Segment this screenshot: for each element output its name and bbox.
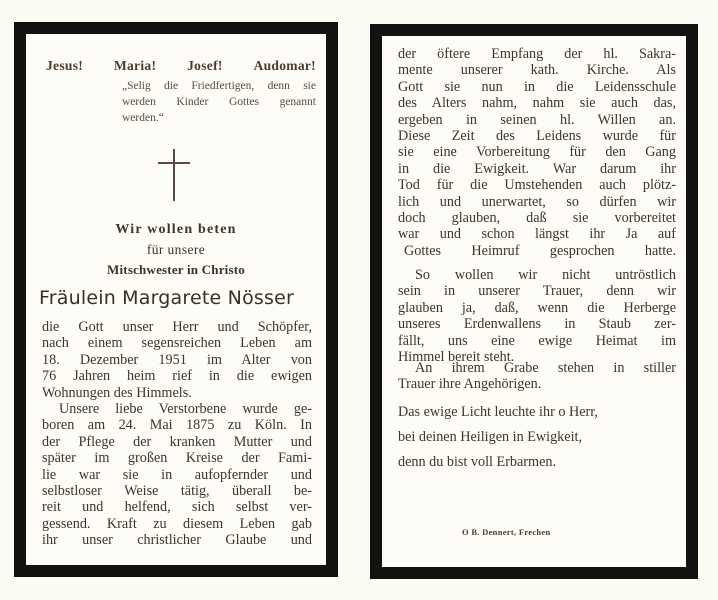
text-line: Himmel bereit steht.	[398, 349, 515, 366]
obituary-card-left	[14, 22, 338, 577]
printer-imprint: O B. Dennert, Frechen	[462, 527, 551, 537]
bible-verse	[122, 78, 316, 126]
text-line: An ihrem Grabe stehen in stiller	[415, 360, 676, 376]
text-line: Wohnungen des Himmels.	[42, 384, 192, 401]
text-line: später im großen Kreise der Fami-	[42, 450, 312, 467]
obituary-paragraph-2	[42, 401, 312, 549]
invocation-line	[46, 58, 316, 74]
text-line: reit und helfend, sich selbst ver-	[42, 499, 312, 516]
text-line: die Gott unser Herr und Schöpfer,	[42, 319, 312, 335]
prayer-line-1: Wir wollen beten	[115, 222, 237, 237]
obituary-card-right	[370, 24, 698, 579]
deceased-name: Fräulein Margarete Nösser	[39, 287, 294, 309]
prayer-line-2: für unsere	[146, 242, 206, 257]
text-line: lich und unerwartet, so dürfen wir	[398, 193, 676, 210]
text-line: boren am 24. Mai 1875 zu Köln. In	[42, 417, 312, 434]
text-line: sein in unserer Trauer, denn wir	[398, 283, 676, 300]
closing-prayer-line: Das ewige Licht leuchte ihr o Herr,	[398, 404, 598, 420]
text-line: lie war sie in aufopfernder und	[42, 466, 312, 483]
text-line: 18. Dezember 1951 im Alter von	[42, 351, 312, 368]
invocation-audomar: Audomar!	[253, 58, 316, 73]
invocation-josef: Josef!	[187, 58, 223, 73]
cross-vertical-bar	[173, 149, 175, 201]
text-line: ergeben in seinen hl. Willen an.	[398, 111, 676, 128]
obituary-paragraph-5	[398, 360, 676, 393]
prayer-line-3: Mitschwester in Christo	[107, 262, 245, 277]
text-line: 76 Jahren heim rief in die ewigen	[42, 368, 312, 385]
cross-horizontal-bar	[158, 162, 190, 164]
closing-prayer-line: denn du bist voll Erbarmen.	[398, 454, 557, 470]
obituary-paragraph-4	[398, 267, 676, 365]
text-line: selbstloser Weise tätig, überall be-	[42, 483, 312, 500]
text-line: ihr unser christlicher Glaube und	[42, 532, 312, 549]
text-line: der öftere Empfang der hl. Sakra-	[398, 46, 676, 62]
text-line: unseres Erdenwallens in Staub zer-	[398, 316, 676, 333]
text-line: mente unserer kath. Kirche. Als	[398, 62, 676, 79]
text-line: nach einem segensreichen Leben am	[42, 335, 312, 352]
text-line: fällt, uns eine ewige Heimat im	[398, 332, 676, 349]
text-line: des Alters nahm, nahm sie auch das,	[398, 95, 676, 112]
text-line: Diese Zeit des Leidens wurde für	[398, 128, 676, 145]
text-line: in die Ewigkeit. War darum ihr	[398, 160, 676, 177]
text-line: gessend. Kraft zu diesem Leben gab	[42, 515, 312, 532]
verse-line: „Selig die Friedfertigen, denn sie	[122, 80, 316, 92]
closing-prayer-line: bei deinen Heiligen in Ewigkeit,	[398, 429, 582, 445]
obituary-paragraph-3	[398, 46, 676, 259]
invocation-jesus: Jesus!	[46, 58, 84, 73]
text-line: der Pflege der kranken Mutter und	[42, 433, 312, 450]
verse-line: werden Kinder Gottes genannt	[122, 96, 316, 108]
text-line: Unsere liebe Verstorbene wurde ge-	[59, 401, 312, 417]
verse-line: werden.“	[122, 112, 164, 124]
closing-prayer	[398, 404, 598, 479]
text-line: Gott sie nun in die Leidensschule	[398, 78, 676, 95]
text-line: Tod für die Umstehenden auch plötz-	[398, 177, 676, 194]
invocation-maria: Maria!	[113, 58, 157, 73]
text-line: war und schon längst ihr Ja auf	[398, 226, 676, 243]
cross-icon	[158, 149, 192, 203]
text-line: doch glauben, daß sie vorbereitet	[398, 210, 676, 227]
text-line: Trauer ihre Angehörigen.	[398, 376, 542, 393]
text-line: Gottes Heimruf gesprochen hatte.	[404, 242, 676, 259]
obituary-paragraph-1	[42, 319, 312, 401]
text-line: sie eine Vorbereitung für den Gang	[398, 144, 676, 161]
text-line: glauben ja, daß, wenn die Herberge	[398, 299, 676, 316]
text-line: So wollen wir nicht untröstlich	[415, 267, 676, 283]
